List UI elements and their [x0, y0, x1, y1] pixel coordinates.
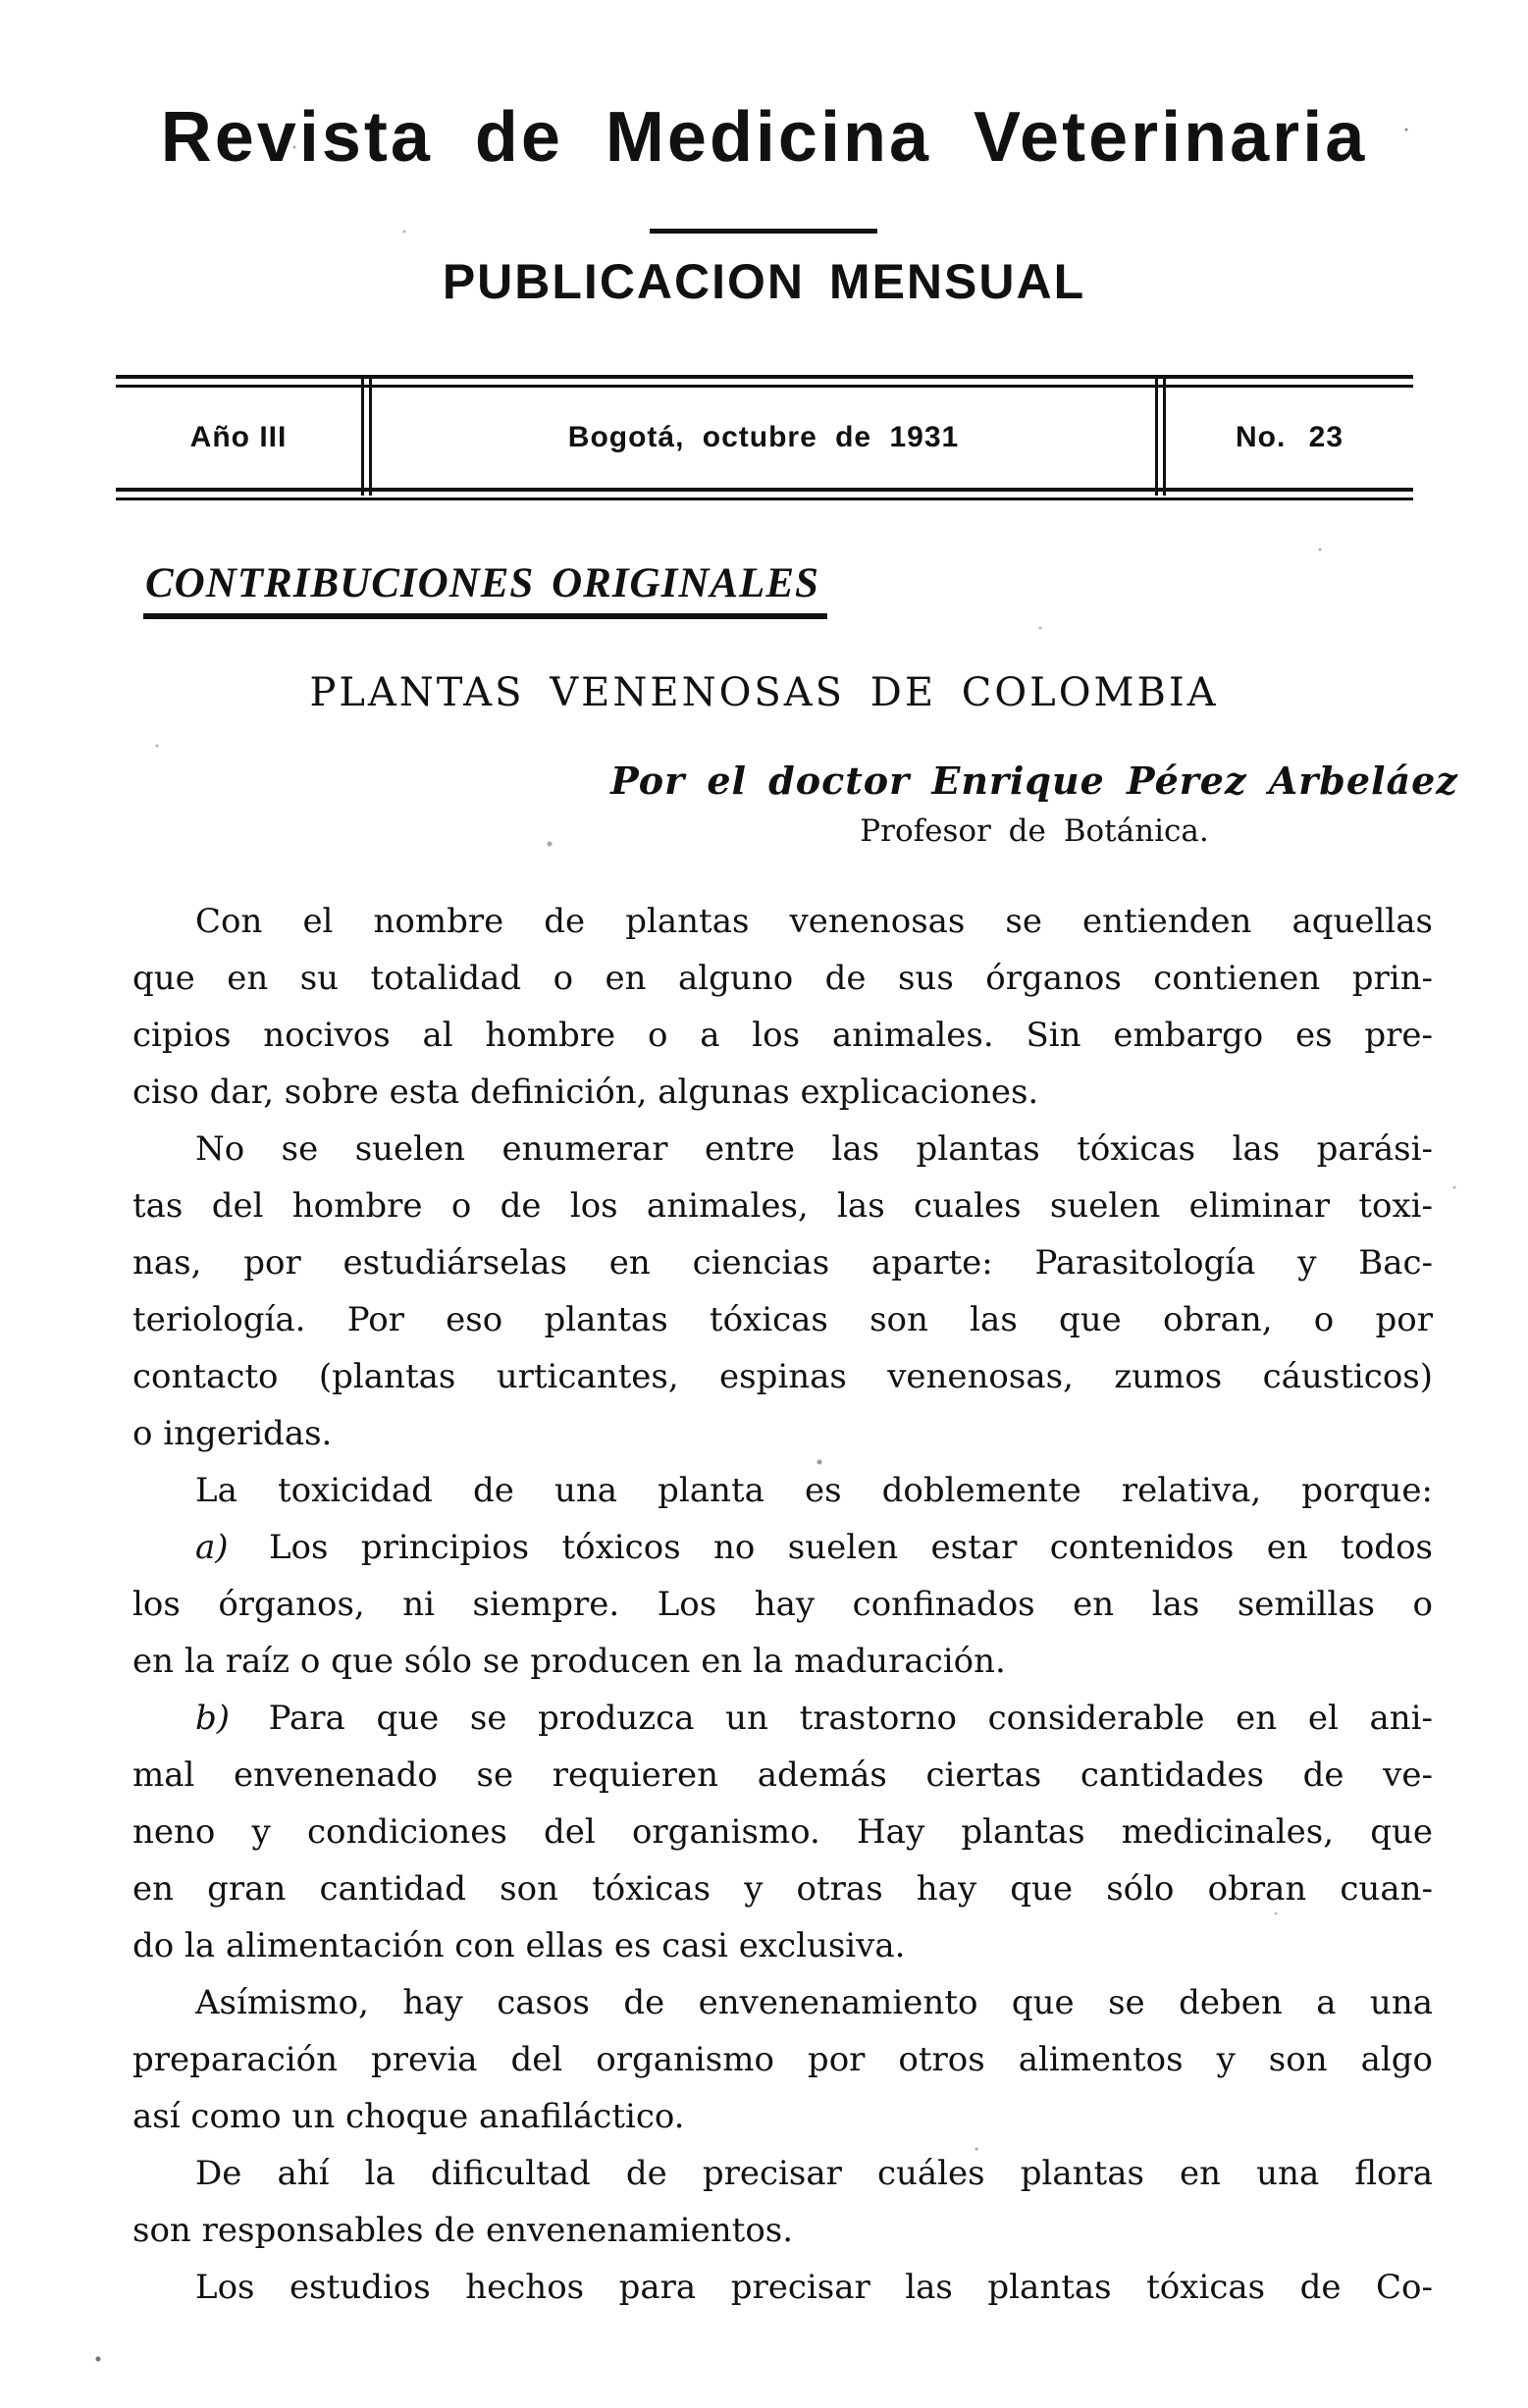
body-line: que en su totalidad o en alguno de sus órganos contienen prin- — [132, 959, 1433, 998]
issue-bar-top-rule — [116, 375, 1413, 388]
article-title: PLANTAS VENENOSAS DE COLOMBIA — [309, 670, 1219, 715]
body-line: a) Los principios tóxicos no suelen estar contenidos en todos — [195, 1528, 1433, 1567]
journal-title: Revista de Medicina Veterinaria — [160, 98, 1368, 177]
title-divider-rule — [650, 229, 877, 234]
body-line: los órganos, ni siempre. Los hay confinados en las semillas o — [132, 1585, 1433, 1624]
body-line: neno y condiciones del organismo. Hay plantas medicinales, que — [132, 1812, 1433, 1852]
body-paragraph — [132, 1462, 1433, 1519]
body-line: contacto (plantas urticantes, espinas venenosas, zumos cáusticos) — [132, 1357, 1433, 1396]
body-line: cipios nocivos al hombre o a los animales. Sin embargo es pre- — [132, 1016, 1433, 1055]
body-line: en la raíz o que sólo se producen en la maduración. — [132, 1642, 1006, 1681]
body-line: teriología. Por eso plantas tóxicas son las que obran, o por — [132, 1300, 1433, 1339]
article-body — [132, 893, 1433, 2316]
issue-bar-bottom-rule — [116, 488, 1413, 500]
paragraph-lead-marker: a) — [195, 1528, 229, 1567]
body-paragraph — [132, 2259, 1433, 2316]
body-line: o ingeridas. — [132, 1414, 333, 1453]
body-paragraph — [132, 2145, 1433, 2259]
body-line: do la alimentación con ellas es casi exclusiva. — [132, 1926, 906, 1965]
issue-info-bar — [116, 375, 1413, 500]
body-paragraph — [132, 1690, 1433, 1974]
body-line: preparación previa del organismo por otros alimentos y son algo — [132, 2040, 1433, 2079]
body-line: No se suelen enumerar entre las plantas tóxicas las parási- — [195, 1129, 1433, 1169]
body-paragraph — [132, 1974, 1433, 2145]
double-vertical-rule-right — [1155, 376, 1166, 496]
body-line: así como un choque anafiláctico. — [132, 2097, 685, 2136]
issue-date: Bogotá, octubre de 1931 — [567, 421, 960, 453]
body-line: mal envenenado se requieren además ciertas cantidades de ve- — [132, 1755, 1433, 1795]
body-line: en gran cantidad son tóxicas y otras hay que sólo obran cuan- — [132, 1869, 1433, 1909]
journal-subtitle: PUBLICACION MENSUAL — [442, 254, 1086, 309]
body-paragraph — [132, 893, 1433, 1121]
body-line: Los estudios hechos para precisar las plantas tóxicas de Co- — [195, 2268, 1433, 2307]
body-paragraph — [132, 1121, 1433, 1462]
body-line: Con el nombre de plantas venenosas se entienden aquellas — [195, 902, 1433, 941]
body-line: b) Para que se produzca un trastorno considerable en el ani- — [195, 1699, 1433, 1738]
body-line: nas, por estudiárselas en ciencias aparte: Parasitología y Bac- — [132, 1243, 1433, 1283]
body-line: son responsables de envenenamientos. — [132, 2211, 794, 2250]
paragraph-lead-marker: b) — [195, 1699, 231, 1738]
section-heading: CONTRIBUCIONES ORIGINALES — [143, 559, 827, 619]
body-line: Asímismo, hay casos de envenenamiento que se deben a una — [195, 1983, 1433, 2022]
double-vertical-rule-left — [361, 376, 372, 496]
body-line: La toxicidad de una planta es doblemente relativa, porque: — [195, 1471, 1433, 1510]
body-line: ciso dar, sobre esta definición, algunas explicaciones. — [132, 1073, 1039, 1112]
body-line: tas del hombre o de los animales, las cuales suelen eliminar toxi- — [132, 1186, 1433, 1226]
article-byline-author: Por el doctor Enrique Pérez Arbeláez — [610, 759, 1458, 803]
body-line: De ahí la dificultad de precisar cuáles plantas en una flora — [195, 2154, 1433, 2193]
issue-number: No. 23 — [1235, 421, 1344, 453]
article-byline-block — [568, 759, 1501, 849]
article-byline-role: Profesor de Botánica. — [860, 813, 1209, 850]
body-paragraph — [132, 1519, 1433, 1690]
issue-volume: Año III — [189, 421, 288, 453]
issue-bar-row — [116, 388, 1413, 488]
